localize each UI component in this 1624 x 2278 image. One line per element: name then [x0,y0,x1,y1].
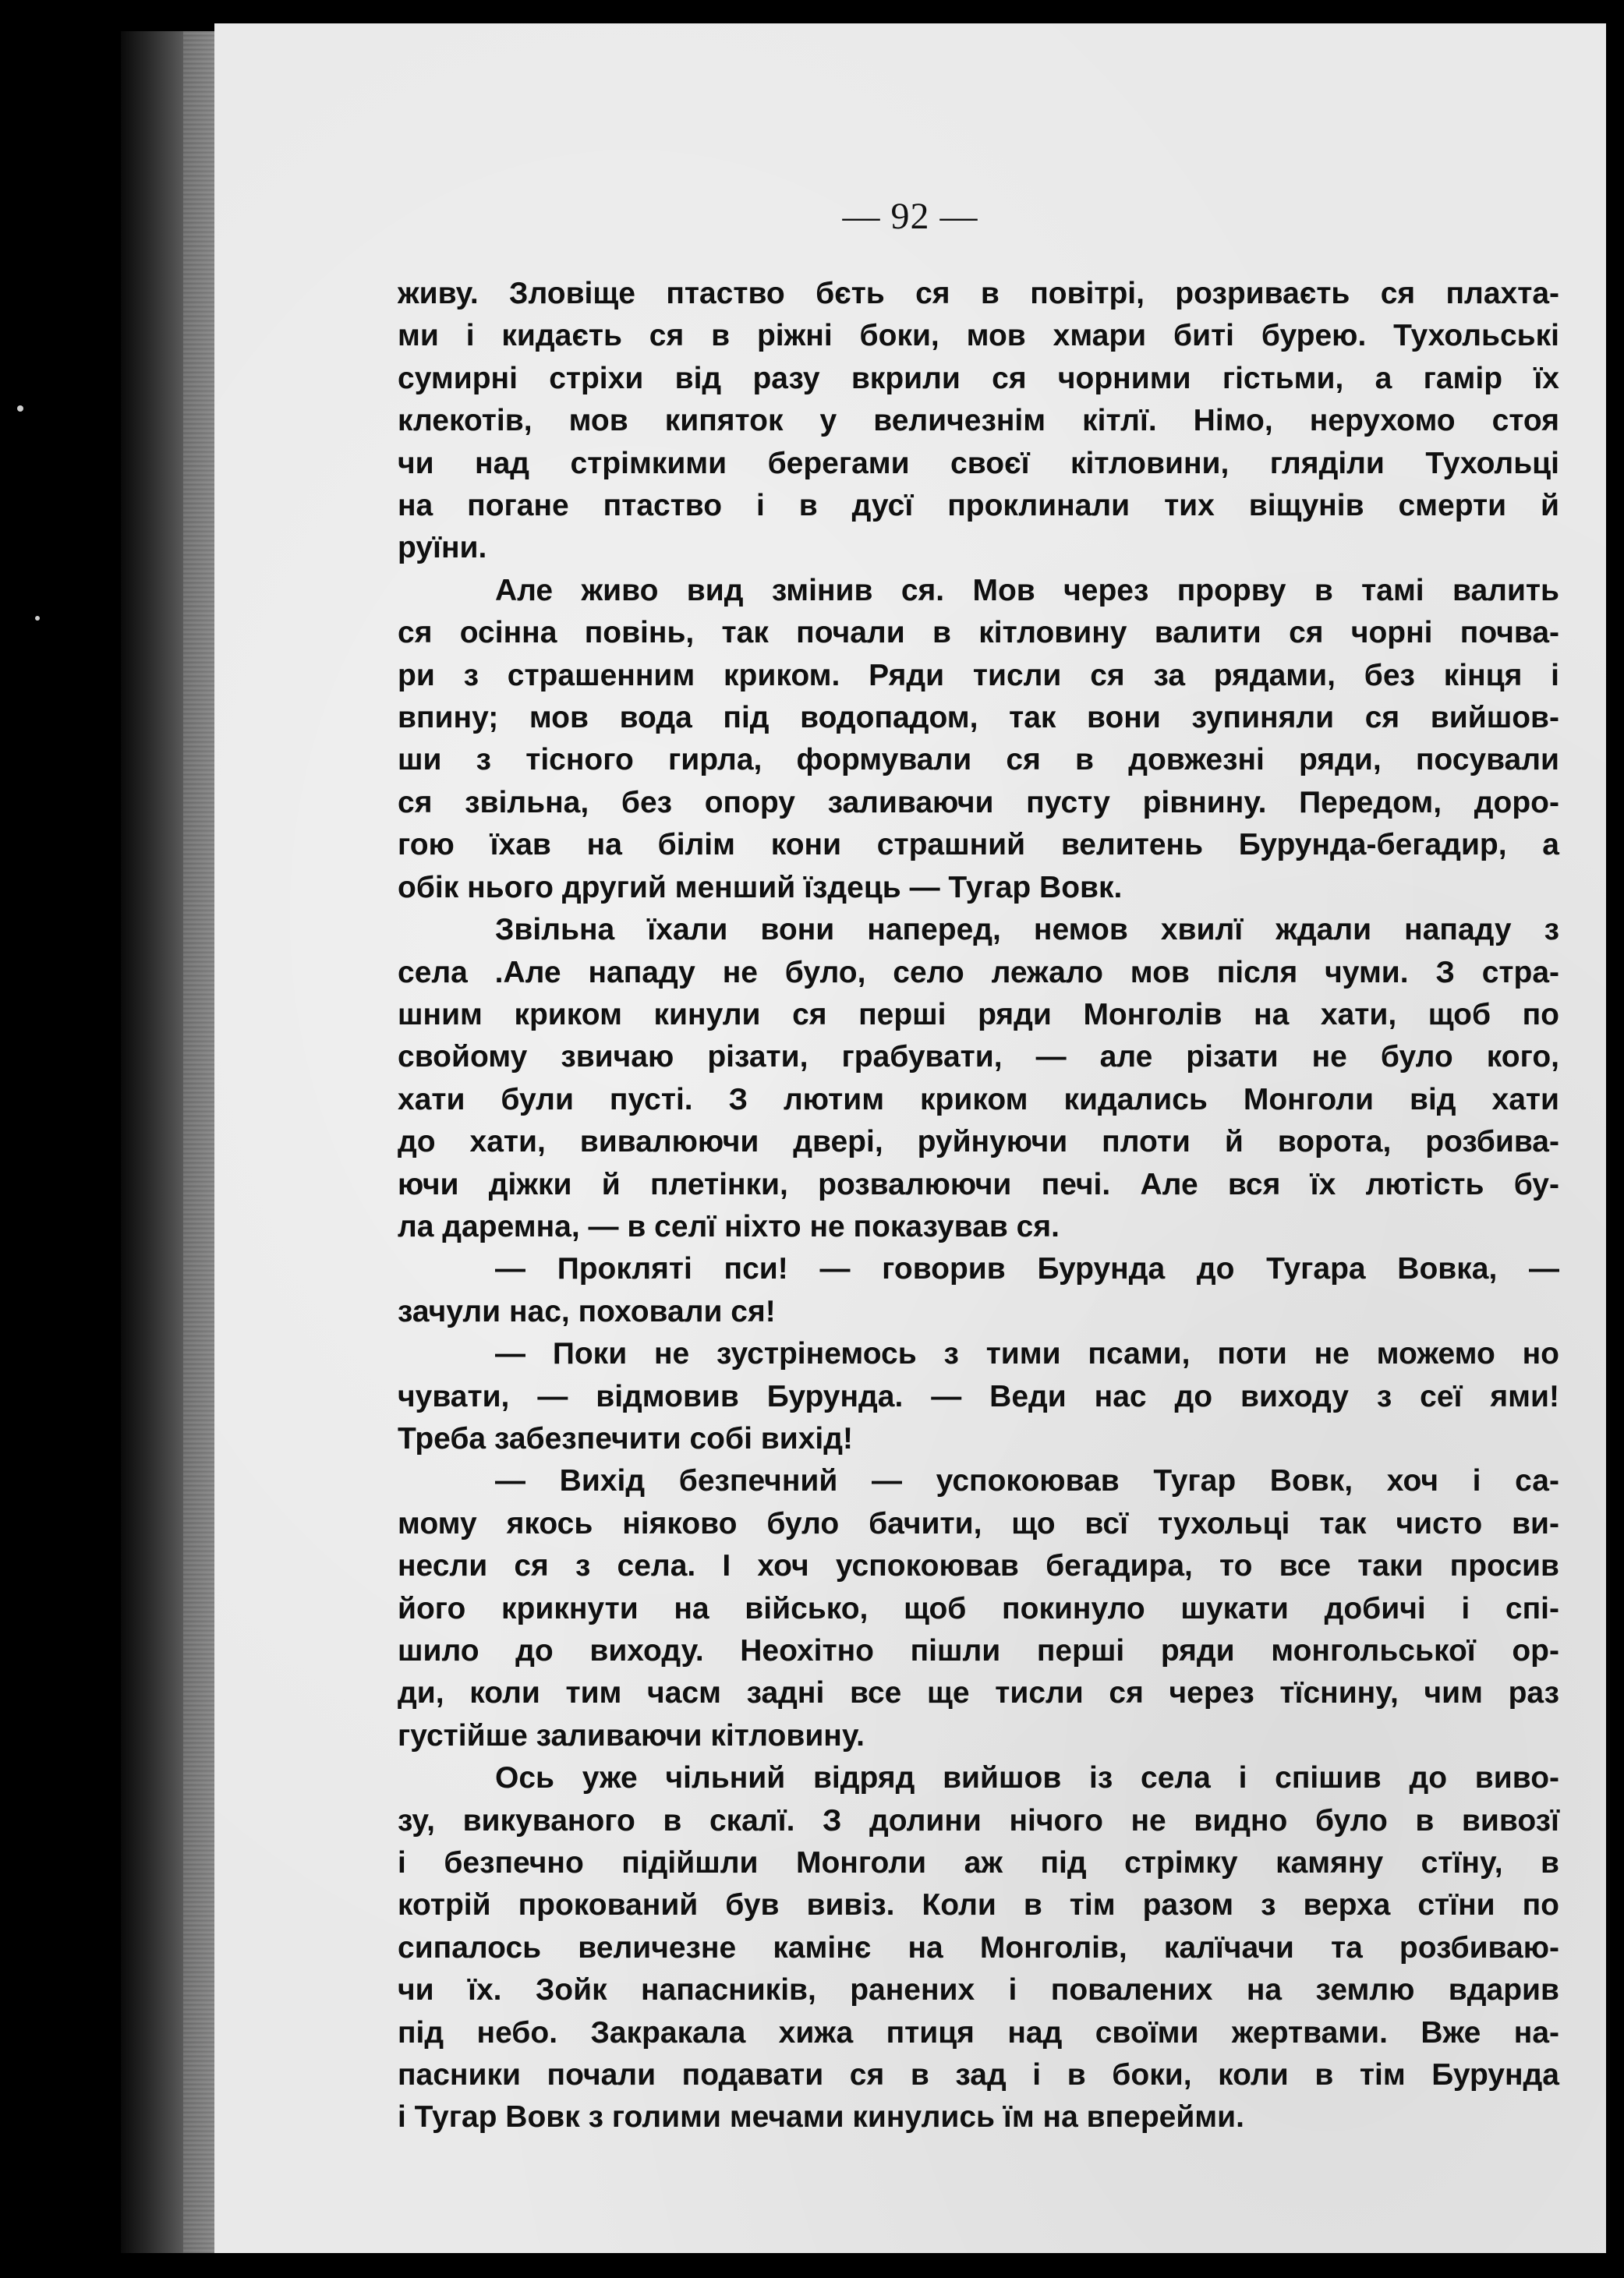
text-line: Треба забезпечити собі вихід! [398,1421,853,1456]
paragraph [398,273,1559,570]
text-line: ся осінна повінь, так почали в кітловину валити ся чорні почва- [398,616,1559,650]
text-line: живу. Зловіще птаство бєть ся в повітрі, розриваєть ся плахта- [398,277,1559,310]
text-line: ла даремна, — в селї ніхто не показував ся. [398,1209,1060,1243]
text-line: клекотів, мов кипяток у величезнім кітлї. Німо, нерухомо стоя [398,404,1559,438]
text-line: ри з страшенним криком. Ряди тисли ся за рядами, без кінця і [398,658,1559,692]
text-line: хати були пусті. З лютим криком кидались Монголи від хати [398,1082,1559,1116]
text-line: і Тугар Вовк з голими мечами кинулись їм на вперейми. [398,2100,1244,2135]
text-line: мому якось ніяково було бачити, що всї тухольці так чисто ви- [398,1506,1559,1540]
scan-dust-speck [17,405,23,412]
text-line: Ось уже чільний відряд вийшов із села і спішив до виво- [495,1761,1559,1795]
scan-dust-speck [35,616,40,621]
text-line: шним криком кинули ся перші ряди Монголів на хати, щоб по [398,997,1559,1031]
text-line: зу, викуваного в скалї. З долини нічого не видно було в вивозї [398,1803,1559,1838]
text-line: села .Але нападу не було, село лежало мов після чуми. З стра- [398,955,1559,989]
text-line: густійше заливаючи кітловину. [398,1718,865,1753]
page-number: — 92 — [842,196,978,237]
text-line: на погане птаство і в дусї проклинали тих віщунів смерти й [398,489,1559,523]
paragraph [398,1333,1559,1460]
text-line: шило до виходу. Неохітно пішли перші ряди монгольської ор- [398,1634,1559,1668]
text-line: пасники почали подавати ся в зад і в боки, коли в тім Бурунда [398,2058,1559,2092]
text-line: обік нього другий менший їздець — Тугар Вовк. [398,870,1123,904]
text-line: Звільна їхали вони наперед, немов хвилї ждали нападу з [495,913,1559,947]
page-edges [183,31,214,2253]
text-line: ши з тісного гирла, формували ся в довжезні ряди, посували [398,743,1559,777]
paragraph [398,1248,1559,1333]
text-line: впину; мов вода під водопадом, так вони зупиняли ся вийшов- [398,701,1559,735]
text-line: чи їх. Зойк напасників, ранених і повалених на землю вдарив [398,1973,1559,2007]
text-line: Але живо вид змінив ся. Мов через прорву в тамі валить [495,573,1559,607]
text-line: чи над стрімкими берегами своєї кітловини, гляділи Тухольці [398,446,1559,480]
paragraph [398,1460,1559,1757]
text-line: зачули нас, поховали ся! [398,1294,776,1328]
text-line: свойому звичаю різати, грабувати, — але різати не було кого, [398,1040,1559,1074]
body-text [398,273,1559,2139]
text-line: під небо. Закракала хижа птиця над своїми жертвами. Вже на- [398,2015,1559,2050]
book-page [214,23,1606,2253]
paragraph [398,1757,1559,2139]
paragraph [398,909,1559,1248]
text-line: до хати, вивалюючи двері, руйнуючи плоти й ворота, розбива- [398,1125,1559,1159]
text-line: котрій прокований був вивіз. Коли в тім разом з верха стїни по [398,1888,1559,1923]
text-line: гою їхав на білім кони страшний велитень Бурунда-бегадир, а [398,828,1559,862]
text-line: руїни. [398,531,487,565]
text-line: ди, коли тим часм задні все ще тисли ся через тїснину, чим раз [398,1676,1559,1710]
text-line: сипалось величезне камінє на Монголів, калїчачи та розбиваю- [398,1930,1559,1965]
text-line: ся звільна, без опору заливаючи пусту рівнину. Передом, доро- [398,785,1559,819]
text-line: і безпечно підійшли Монголи аж під стрімку камяну стїну, в [398,1846,1559,1880]
text-line: ми і кидаєть ся в ріжні боки, мов хмари биті бурею. Тухольські [398,319,1559,353]
text-line: несли ся з села. І хоч успокоював бегадира, то все таки просив [398,1549,1559,1583]
text-line: — Прокляті пси! — говорив Бурунда до Тугара Вовка, — [495,1252,1559,1286]
text-line: чувати, — відмовив Бурунда. — Веди нас до виходу з сеї ями! [398,1379,1559,1413]
text-line: ючи діжки й плетінки, розвалюючи печі. Але вся їх лютість бу- [398,1167,1559,1201]
paragraph [398,570,1559,909]
text-line: — Вихід безпечний — успокоював Тугар Вовк, хоч і са- [495,1464,1559,1498]
text-line: його крикнути на військо, щоб покинуло шукати добичі і спі- [398,1591,1559,1625]
text-line: — Поки не зустрінемось з тими псами, поти не можемо но [495,1337,1559,1371]
text-line: сумирні стріхи від разу вкрили ся чорними гістьми, а гамір їх [398,361,1559,395]
